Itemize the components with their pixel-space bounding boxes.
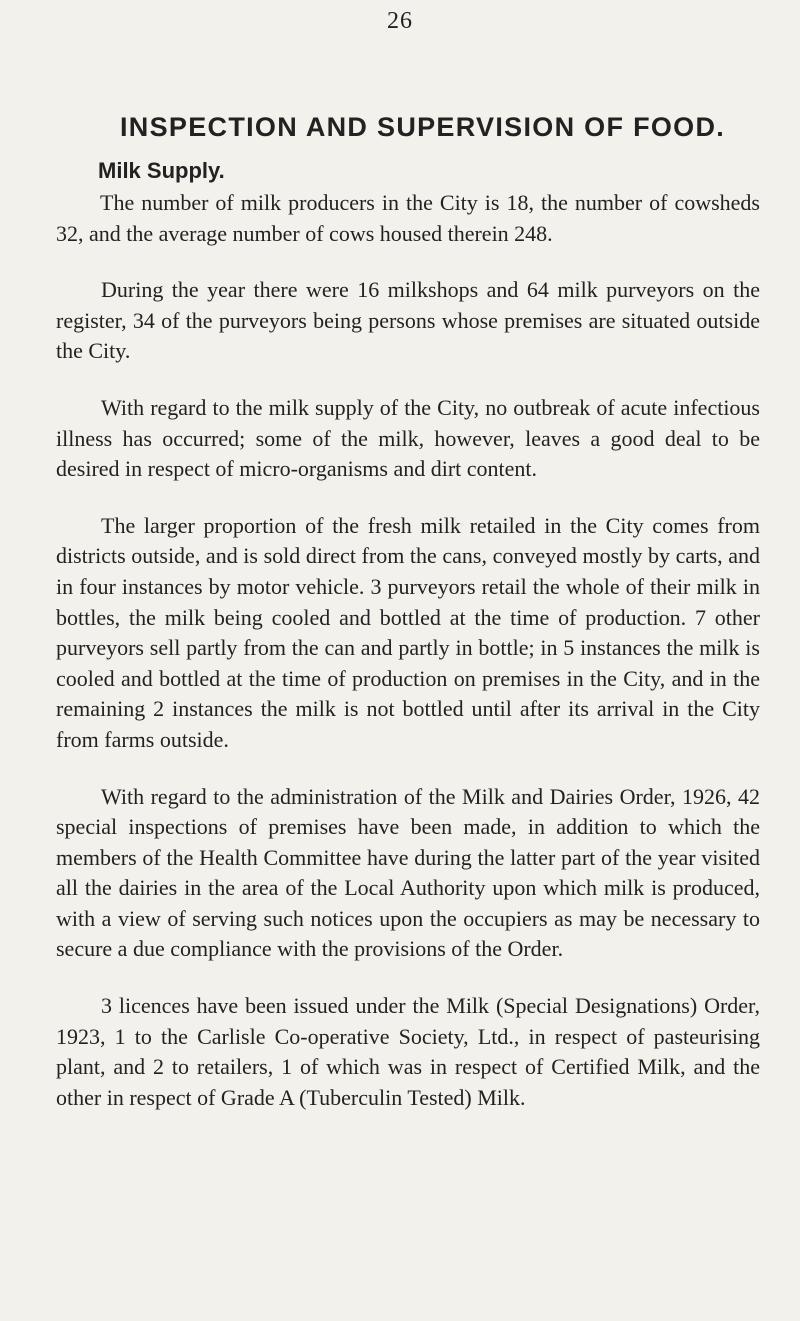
paragraph-outbreak: With regard to the milk supply of the City, no outbreak of acute infectious illness has occurred; some of the milk, however, leaves a good deal to be desired in respect of micro-organisms and dirt content. [56, 394, 760, 482]
paragraph-producers: The number of milk producers in the City is 18, the number of cowsheds 32, and the average number of cows housed therein 248. [56, 190, 760, 246]
paragraph-inspections: With regard to the administration of the Milk and Dairies Order, 1926, 42 special inspections of premises have been made, in addition to which the members of the Health Committee have during the latter part of the year visited all the dairies in the area of the Local Authority upon which milk is produced, with a view of serving such notices upon the occupiers as may be necessary to secure a due compliance with the provisions of the Order. [56, 783, 760, 962]
section-title: INSPECTION AND SUPERVISION OF FOOD. [120, 112, 726, 142]
paragraph-milkshops: During the year there were 16 milkshops and 64 milk purveyors on the register, 34 of the purveyors being persons whose premises are situated outside the City. [56, 277, 760, 364]
page-number: 26 [387, 8, 413, 34]
subheading: Milk Supply. [98, 158, 225, 183]
paragraph-licences: 3 licences have been issued under the Milk (Special Designations) Order, 1923, 1 to the Carlisle Co-operative Society, Ltd., in respect of pasteurising plant, and 2 to retailers, 1 of which was in respect of Certified Milk, and the other in respect of Grade A (Tuberculin Tested) Milk. [56, 993, 760, 1110]
paragraph-distribution: The larger proportion of the fresh milk retailed in the City comes from districts outside, and is sold direct from the cans, conveyed mostly by carts, and in four instances by motor vehicle. 3 purveyors retail the whole of their milk in bottles, the milk being cooled and bottled at the time of production. 7 other purveyors sell partly from the can and partly in bottle; in 5 instances the milk is cooled and bottled at the time of production on premises in the City, and in the remaining 2 instances the milk is not bottled until after its arrival in the City from farms outside. [56, 512, 760, 752]
body-text [56, 188, 760, 1139]
